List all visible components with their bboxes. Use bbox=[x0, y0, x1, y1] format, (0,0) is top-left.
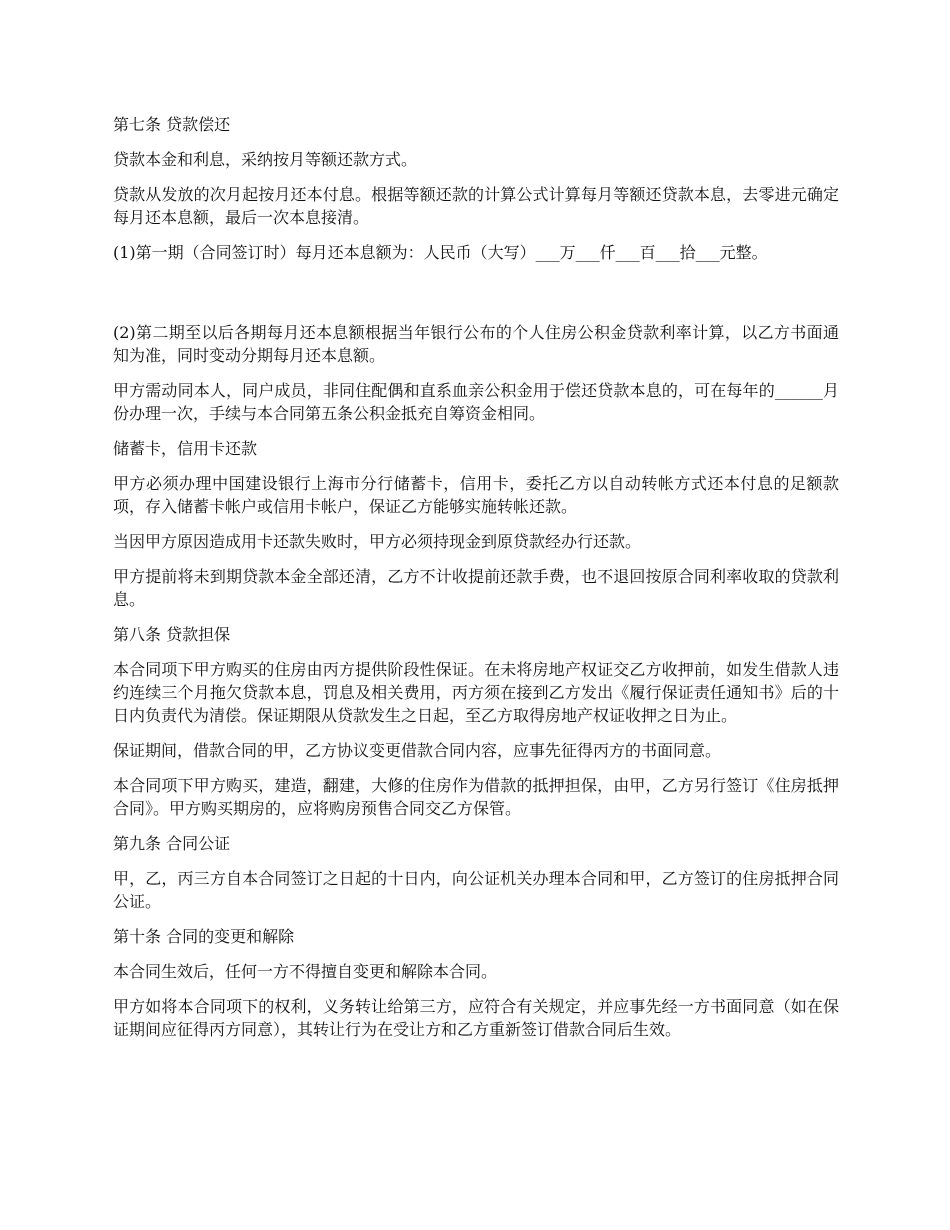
paragraph-transfer: 甲方如将本合同项下的权利，义务转让给第三方，应符合有关规定，并应事先经一方书面同意（如在保证期间应征得丙方同意），其转让行为在受让方和乙方重新签订借款合同后生效。 bbox=[113, 997, 839, 1039]
paragraph-second-period: (2)第二期至以后各期每月还本息额根据当年银行公布的个人住房公积金贷款利率计算，以乙方书面通知为准，同时变动分期每月还本息额。 bbox=[113, 323, 839, 365]
paragraph-mortgage: 本合同项下甲方购买，建造，翻建，大修的住房作为借款的抵押担保，由甲，乙方另行签订《住房抵押合同》。甲方购买期房的，应将购房预售合同交乙方保管。 bbox=[113, 776, 839, 818]
paragraph-no-change: 本合同生效后，任何一方不得擅自变更和解除本合同。 bbox=[113, 962, 498, 981]
article-7-heading: 第七条 贷款偿还 bbox=[113, 115, 231, 134]
article-9-heading: 第九条 合同公证 bbox=[113, 834, 231, 853]
document-page bbox=[113, 113, 839, 1041]
paragraph-card-account: 甲方必须办理中国建设银行上海市分行储蓄卡，信用卡，委托乙方以自动转帐方式还本付息的足额款项，存入储蓄卡帐户或信用卡帐户，保证乙方能够实施转帐还款。 bbox=[113, 474, 839, 516]
paragraph-card-failure: 当因甲方原因造成用卡还款失败时，甲方必须持现金到原贷款经办行还款。 bbox=[113, 532, 642, 551]
paragraph-provident-fund: 甲方需动同本人，同户成员，非同住配偶和直系血亲公积金用于偿还贷款本息的，可在每年的______月份办理一次，手续与本合同第五条公积金抵充自筹资金相同。 bbox=[113, 381, 839, 423]
paragraph-early-repayment: 甲方提前将未到期贷款本金全部还清，乙方不计收提前还款手费，也不退回按原合同利率收取的贷款利息。 bbox=[113, 567, 839, 609]
paragraph-guarantee-period: 保证期间，借款合同的甲，乙方协议变更借款合同内容，应事先征得丙方的书面同意。 bbox=[113, 741, 722, 760]
paragraph-repayment-method: 贷款本金和利息，采纳按月等额还款方式。 bbox=[113, 150, 418, 169]
paragraph-monthly-repayment: 贷款从发放的次月起按月还本付息。根据等额还款的计算公式计算每月等额还贷款本息，去零进元确定每月还本息额，最后一次本息接清。 bbox=[113, 185, 839, 227]
article-8-heading: 第八条 贷款担保 bbox=[113, 625, 231, 644]
paragraph-notarization: 甲，乙，丙三方自本合同签订之日起的十日内，向公证机关办理本合同和甲，乙方签订的住房抵押合同公证。 bbox=[113, 869, 839, 911]
paragraph-guarantee: 本合同项下甲方购买的住房由丙方提供阶段性保证。在未将房地产权证交乙方收押前，如发生借款人违约连续三个月拖欠贷款本息，罚息及相关费用，丙方须在接到乙方发出《履行保证责任通知书》后的十日内负责代为清偿。保证期限从贷款发生之日起，至乙方取得房地产权证收押之日为止。 bbox=[113, 660, 839, 725]
article-10-heading: 第十条 合同的变更和解除 bbox=[113, 927, 295, 946]
card-repayment-heading: 储蓄卡，信用卡还款 bbox=[113, 439, 258, 458]
paragraph-first-period: (1)第一期（合同签订时）每月还本息额为：人民币（大写）___万___仟___百___拾___元整。 bbox=[113, 243, 768, 262]
